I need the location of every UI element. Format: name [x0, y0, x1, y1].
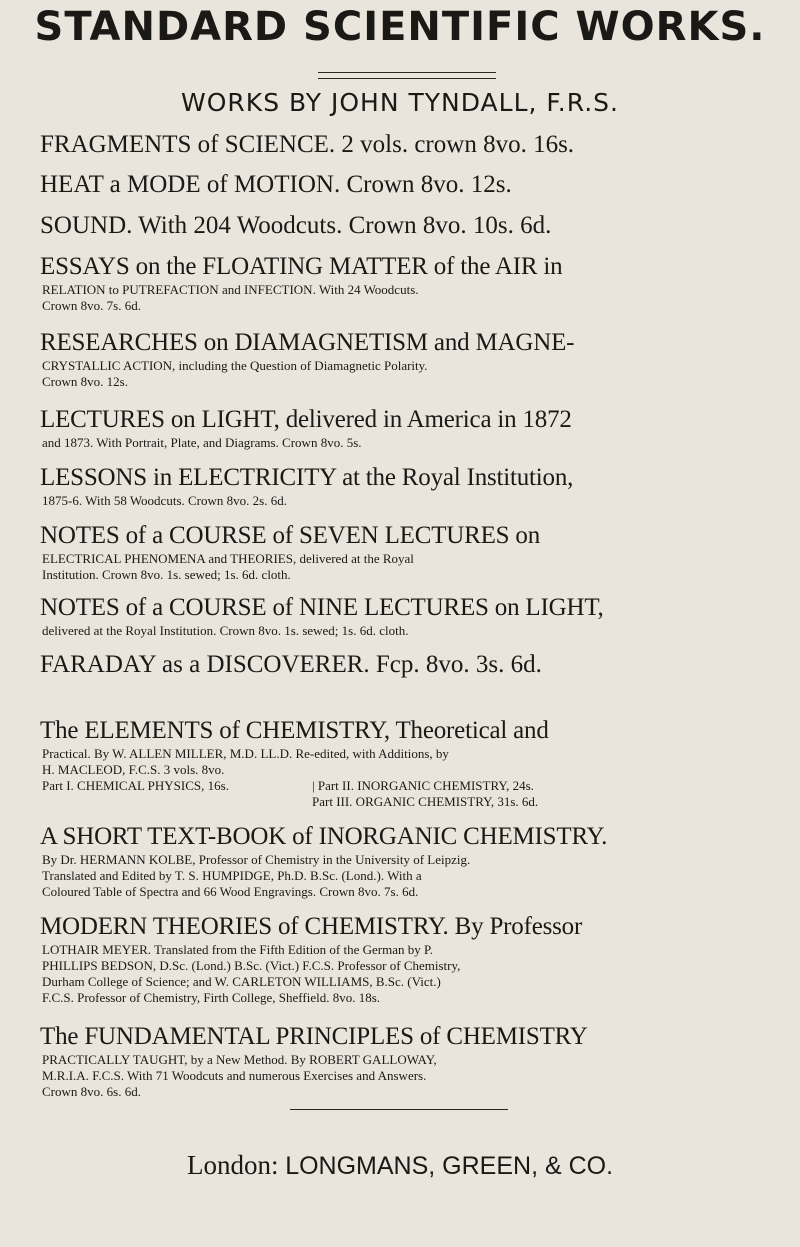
entry-detail-line: PHILLIPS BEDSON, D.Sc. (Lond.) B.Sc. (Vict.) F.C.S. Professor of Chemistry, [42, 958, 461, 973]
title-rule-bottom [318, 78, 496, 79]
entry-detail-line: RELATION to PUTREFACTION and INFECTION. With 24 Woodcuts. [42, 282, 419, 297]
entry-heading: The FUNDAMENTAL PRINCIPLES of CHEMISTRY [40, 1023, 588, 1050]
entry-heading: NOTES of a COURSE of SEVEN LECTURES on [40, 522, 541, 549]
entry-detail-line: ELECTRICAL PHENOMENA and THEORIES, delivered at the Royal [42, 551, 414, 566]
entry-detail-line: M.R.I.A. F.C.S. With 71 Woodcuts and numerous Exercises and Answers. [42, 1068, 427, 1083]
part-one: Part I. CHEMICAL PHYSICS, 16s. [42, 778, 229, 793]
entry-detail-line: H. MACLEOD, F.C.S. 3 vols. 8vo. [42, 762, 225, 777]
entry-heading: A SHORT TEXT-BOOK of INORGANIC CHEMISTRY. [40, 823, 608, 850]
section-heading-tyndall: WORKS BY JOHN TYNDALL, F.R.S. [181, 88, 619, 117]
entry-detail-line: 1875-6. With 58 Woodcuts. Crown 8vo. 2s. 6d. [42, 493, 287, 508]
entry-detail-line: Crown 8vo. 12s. [42, 374, 128, 389]
entry-heading: The ELEMENTS of CHEMISTRY, Theoretical and [40, 717, 549, 744]
entry-elements-of-chemistry [40, 716, 770, 810]
entry-detail-line: Institution. Crown 8vo. 1s. sewed; 1s. 6d. cloth. [42, 567, 291, 582]
entry-heading: HEAT a MODE of MOTION. Crown 8vo. 12s. [40, 171, 512, 198]
entry-detail-line: Practical. By W. ALLEN MILLER, M.D. LL.D. Re-edited, with Additions, by [42, 746, 449, 761]
entry-detail-line: CRYSTALLIC ACTION, including the Question of Diamagnetic Polarity. [42, 358, 428, 373]
entry-lessons-in-electricity [40, 463, 770, 509]
entry-modern-theories-chemistry [40, 912, 770, 1006]
entry-detail-line: PRACTICALLY TAUGHT, by a New Method. By ROBERT GALLOWAY, [42, 1052, 437, 1067]
entry-detail-line: By Dr. HERMANN KOLBE, Professor of Chemistry in the University of Leipzig. [42, 852, 471, 867]
page-title: STANDARD SCIENTIFIC WORKS. [34, 4, 766, 50]
footer-rule [290, 1109, 508, 1110]
entry-faraday-as-a-discoverer [40, 650, 770, 680]
parts-row [42, 778, 770, 794]
entry-short-text-book-inorganic [40, 822, 770, 900]
entry-researches-diamagnetism [40, 328, 770, 390]
publisher-imprint [0, 1150, 800, 1181]
entry-detail-line: Durham College of Science; and W. CARLETON WILLIAMS, B.Sc. (Vict.) [42, 974, 441, 989]
entry-heading: SOUND. With 204 Woodcuts. Crown 8vo. 10s. 6d. [40, 212, 552, 239]
entry-heading: LESSONS in ELECTRICITY at the Royal Institution, [40, 464, 574, 491]
entry-notes-seven-lectures [40, 521, 770, 583]
entry-notes-nine-lectures [40, 593, 770, 639]
part-blank [42, 794, 312, 810]
title-rule-top [318, 72, 496, 73]
entry-heading: NOTES of a COURSE of NINE LECTURES on LIGHT, [40, 594, 604, 621]
entry-fundamental-principles [40, 1022, 770, 1100]
entry-heading: FRAGMENTS of SCIENCE. 2 vols. crown 8vo. 16s. [40, 131, 575, 158]
entry-detail-line: Crown 8vo. 6s. 6d. [42, 1084, 141, 1099]
imprint-place: London: [186, 1150, 279, 1180]
entry-heading: FARADAY as a DISCOVERER. Fcp. 8vo. 3s. 6d. [40, 651, 542, 678]
part-three: Part III. ORGANIC CHEMISTRY, 31s. 6d. [312, 794, 539, 809]
entry-sound [40, 211, 770, 241]
entry-essays-floating-matter [40, 252, 770, 314]
parts-row [42, 794, 770, 810]
entry-fragments-of-science [40, 130, 770, 160]
entry-detail-line: delivered at the Royal Institution. Crown 8vo. 1s. sewed; 1s. 6d. cloth. [42, 623, 409, 638]
entry-heading: RESEARCHES on DIAMAGNETISM and MAGNE- [40, 329, 575, 356]
entry-detail-line: Translated and Edited by T. S. HUMPIDGE, Ph.D. B.Sc. (Lond.). With a [42, 868, 422, 883]
entry-detail-line: LOTHAIR MEYER. Translated from the Fifth Edition of the German by P. [42, 942, 434, 957]
entry-detail-line: Crown 8vo. 7s. 6d. [42, 298, 141, 313]
entry-lectures-on-light [40, 405, 770, 451]
entry-heading: LECTURES on LIGHT, delivered in America in 1872 [40, 406, 572, 433]
part-two: | Part II. INORGANIC CHEMISTRY, 24s. [312, 778, 534, 793]
entry-heat-a-mode-of-motion [40, 170, 770, 200]
imprint-publisher: LONGMANS, GREEN, & CO. [285, 1152, 614, 1180]
entry-detail-line: Coloured Table of Spectra and 66 Wood Engravings. Crown 8vo. 7s. 6d. [42, 884, 419, 899]
entry-heading: MODERN THEORIES of CHEMISTRY. By Professor [40, 913, 583, 940]
entry-heading: ESSAYS on the FLOATING MATTER of the AIR in [40, 253, 563, 280]
entry-detail-line: and 1873. With Portrait, Plate, and Diagrams. Crown 8vo. 5s. [42, 435, 362, 450]
entry-detail-line: F.C.S. Professor of Chemistry, Firth College, Sheffield. 8vo. 18s. [42, 990, 381, 1005]
